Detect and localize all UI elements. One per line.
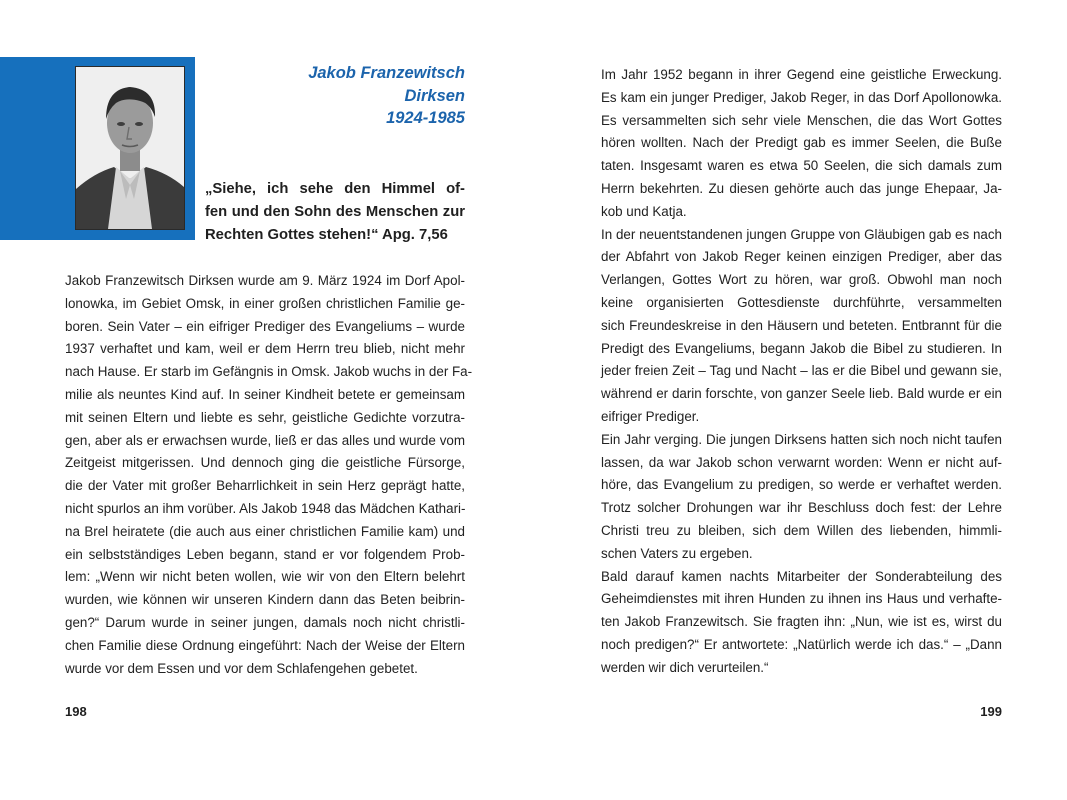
text-line: milie als neuntes Kind auf. In seiner Kindheit betete er gemeinsam [65,386,465,402]
text-line: gen?“ Darum wurde in seiner jungen, damals noch nicht christli- [65,614,465,630]
biography-title [165,62,465,130]
text-line: boren. Sein Vater – ein eifriger Prediger des Evangeliums – wurde [65,318,465,334]
text-line: na Brel heiratete (die auch aus einer christlichen Familie kam) und [65,523,465,539]
quote-line: fen und den Sohn des Menschen zur [205,203,465,220]
text-line: Predigt des Evangeliums, begann Jakob die Bibel zu studieren. In [601,340,1002,356]
text-line: noch predigen?“ Er antwortete: „Natürlich werde ich das.“ – „Dann [601,636,1002,652]
text-line: lassen, da war Jakob schon verwarnt worden: Wenn er nicht auf- [601,454,1002,470]
right-page-body [601,64,1002,680]
text-line: Christi treu zu bleiben, sich dem Willen des liebenden, himmli- [601,522,1002,538]
text-line: Verlangen, Gottes Wort zu hören, war groß. Obwohl man noch [601,272,1002,288]
text-line: jeder freien Zeit – Tag und Nacht – las er die Bibel und gewann sie, [601,363,1002,379]
text-line: Im Jahr 1952 begann in ihrer Gegend eine geistliche Erweckung. [601,67,1002,82]
title-line: Dirksen [404,86,465,105]
page-number-right: 199 [980,704,1002,719]
text-line: Bald darauf kamen nachts Mitarbeiter der Sonderabteilung des [601,568,1002,584]
text-line: In der neuentstandenen jungen Gruppe von Gläubigen gab es nach [601,226,1002,242]
text-line: taten. Insgesamt waren es etwa 50 Seelen, die sich damals zum [601,158,1002,174]
text-line: Geheimdienstes mit ihren Hunden zu ihnen ins Haus und verhafte- [601,591,1002,607]
text-line: keine organisierten Gottesdienste durchführte, versammelten [601,294,1002,310]
text-line: ein selbstständiges Leben begann, stand er vor folgendem Prob- [65,546,465,562]
text-line: die der Vater mit großer Beharrlichkeit in sein Herz geprägt hatte, [65,478,465,494]
text-line: mit seinen Eltern und liebte es sehr, geistliche Gedichte vorzutra- [65,409,465,425]
text-line: hören wollten. Nach der Predigt gab es immer Seelen, die Buße [601,135,1002,151]
page-number-left: 198 [65,704,87,719]
text-line: gen, aber als er erwachsen wurde, ließ er das alles und wurde vom [65,432,465,448]
text-line: nach Hause. Er starb im Gefängnis in Omsk. Jakob wuchs in der Fa- [65,364,473,380]
text-line: sich Freundeskreise in den Häusern und beteten. Entbrannt für die [601,317,1002,333]
quote-line: „Siehe, ich sehe den Himmel of- [205,181,465,197]
title-years: 1924-1985 [386,109,465,127]
bible-quote [205,178,465,246]
text-line: der Abfahrt von Jakob Reger keinen einzigen Prediger, aber das [601,249,1002,265]
text-line: Ein Jahr verging. Die jungen Dirksens hatten sich noch nicht taufen [601,431,1002,447]
text-line: chen Familie diese Ordnung eingeführt: Nach der Weise der Eltern [65,637,465,653]
text-line: während er darin forschte, von ganzer Seele lieb. Bald wurde er ein [601,386,1002,402]
title-line: Jakob Franzewitsch [308,64,465,82]
quote-line: Rechten Gottes stehen!“ Apg. 7,56 [205,226,448,243]
text-line: nicht spurlos an ihm vorüber. Als Jakob 1948 das Mädchen Kathari- [65,500,466,516]
text-line: schen Vaters zu ergeben. [601,545,753,561]
text-line: eifriger Prediger. [601,408,700,424]
text-line: 1937 verhaftet und kam, weil er dem Herrn treu blieb, nicht mehr [65,341,465,357]
text-line: Es kam ein junger Prediger, Jakob Reger, in das Dorf Apollonowka. [601,89,1002,105]
text-line: ten Jakob Franzewitsch. Sie fragten ihn: „Nun, wie ist es, wirst du [601,614,1002,630]
text-line: Jakob Franzewitsch Dirksen wurde am 9. März 1924 im Dorf Apol- [65,273,465,288]
text-line: wurden, wie können wir unseren Kindern dann das Beten beibrin- [65,592,465,608]
text-line: werden wir dich verurteilen.“ [601,659,769,675]
text-line: lonowka, im Gebiet Omsk, in einer großen christlichen Familie ge- [65,295,465,311]
text-line: Zeitgeist mitgerissen. Und dennoch ging die geistliche Fürsorge, [65,455,465,471]
left-page-body [65,270,473,680]
text-line: wurde vor dem Essen und vor dem Schlafengehen gebetet. [65,660,418,676]
text-line: Es versammelten sich sehr viele Menschen, die das Wort Gottes [601,112,1002,128]
text-line: Herrn bekehrten. Zu diesen gehörte auch das junge Ehepaar, Ja- [601,180,1002,196]
text-line: Trotz solcher Drohungen war ihr Beschluss doch fest: der Lehre [601,500,1002,516]
text-line: kob und Katja. [601,203,687,219]
text-line: lem: „Wenn wir nicht beten wollen, wie wir von den Eltern belehrt [65,569,465,585]
text-line: höre, das Evangelium zu predigen, so werde er verhaftet werden. [601,477,1002,493]
